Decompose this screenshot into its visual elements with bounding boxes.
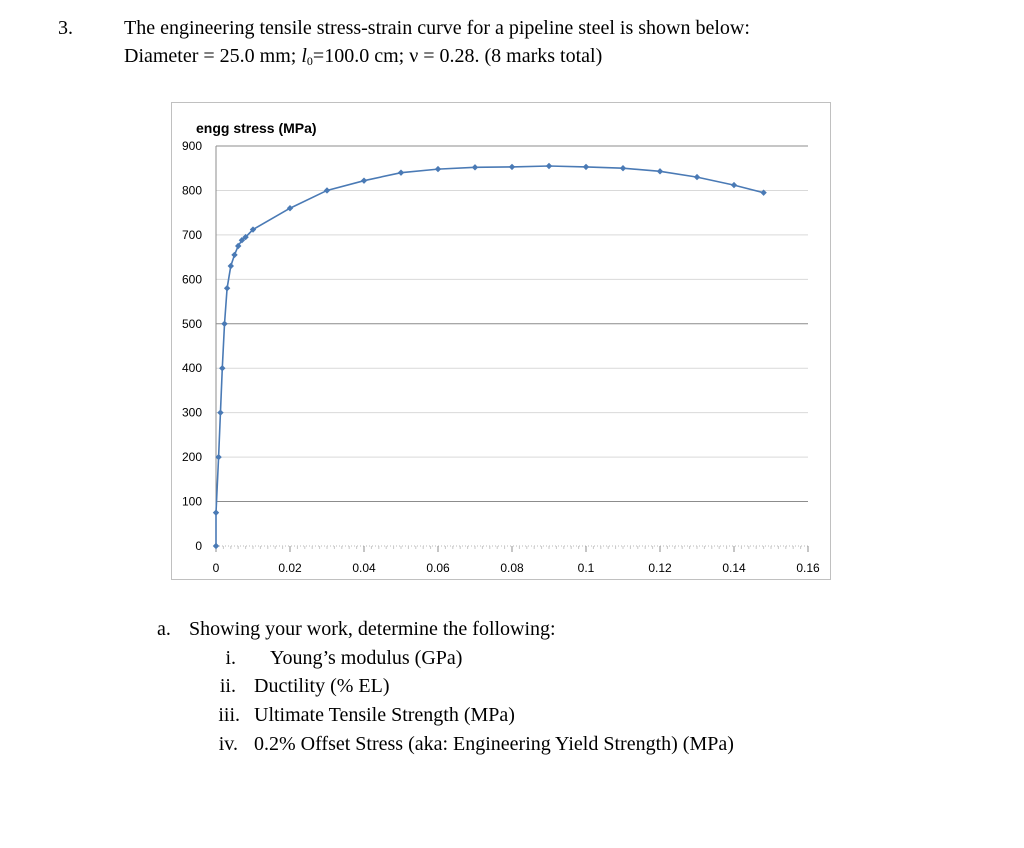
- y-tick-label: 0: [195, 539, 202, 553]
- x-tick-label: 0.04: [352, 561, 376, 575]
- length-symbol: l: [301, 45, 307, 67]
- data-point: [731, 182, 737, 188]
- data-point: [213, 509, 219, 515]
- question-text-line-1: The engineering tensile stress-strain curve for a pipeline steel is shown below:: [124, 17, 750, 39]
- part-a-text: Showing your work, determine the following:: [189, 618, 556, 640]
- data-point: [435, 166, 441, 172]
- series-line: [216, 166, 764, 546]
- y-tick-label: 900: [181, 139, 202, 153]
- data-point: [213, 543, 219, 549]
- data-point: [694, 174, 700, 180]
- x-tick-label: 0.06: [426, 561, 450, 575]
- data-point: [324, 187, 330, 193]
- item-ii-text: Ductility (% EL): [254, 675, 390, 697]
- item-iii-text: Ultimate Tensile Strength (MPa): [254, 704, 515, 726]
- chart-title: engg stress (MPa): [196, 120, 317, 136]
- data-point: [231, 252, 237, 258]
- data-point: [472, 164, 478, 170]
- data-point: [228, 263, 234, 269]
- item-iv-text: 0.2% Offset Stress (aka: Engineering Yield Strength) (MPa): [254, 733, 734, 755]
- stress-strain-chart: [171, 102, 831, 580]
- length-subscript: 0: [306, 54, 313, 68]
- item-iii-label: iii.: [218, 704, 240, 726]
- item-i-text: Young’s modulus (GPa): [270, 647, 463, 669]
- data-point: [657, 168, 663, 174]
- x-tick-label: 0.12: [648, 561, 672, 575]
- x-tick-label: 0.16: [796, 561, 820, 575]
- data-point: [221, 321, 227, 327]
- question-text-line-2: [124, 45, 602, 69]
- x-tick-label: 0.08: [500, 561, 524, 575]
- data-point: [219, 365, 225, 371]
- x-tick-label: 0.1: [577, 561, 595, 575]
- data-point: [217, 409, 223, 415]
- y-tick-label: 200: [181, 450, 202, 465]
- data-point: [361, 177, 367, 183]
- y-tick-label: 500: [181, 316, 202, 331]
- question-number: 3.: [58, 17, 73, 39]
- data-point: [287, 205, 293, 211]
- x-tick-label: 0: [212, 561, 220, 575]
- x-tick-label: 0.14: [722, 561, 746, 575]
- y-tick-label: 600: [181, 272, 202, 287]
- data-point: [398, 169, 404, 175]
- data-point: [546, 163, 552, 169]
- item-iv-label: iv.: [218, 733, 238, 755]
- y-tick-label: 300: [181, 405, 202, 420]
- item-i-label: i.: [225, 647, 236, 669]
- part-a-label: a.: [157, 618, 171, 640]
- data-point: [583, 164, 589, 170]
- item-ii-label: ii.: [219, 675, 236, 697]
- y-tick-label: 100: [181, 494, 202, 509]
- y-tick-label: 700: [181, 227, 202, 242]
- data-point: [620, 165, 626, 171]
- data-point: [224, 285, 230, 291]
- diameter-text: Diameter = 25.0 mm;: [124, 45, 302, 67]
- y-tick-label: 800: [181, 183, 202, 198]
- x-tick-label: 0.02: [278, 561, 302, 575]
- data-point: [509, 164, 515, 170]
- y-tick-label: 400: [181, 361, 202, 376]
- length-poisson-text: =100.0 cm; ν = 0.28. (8 marks total): [312, 45, 603, 67]
